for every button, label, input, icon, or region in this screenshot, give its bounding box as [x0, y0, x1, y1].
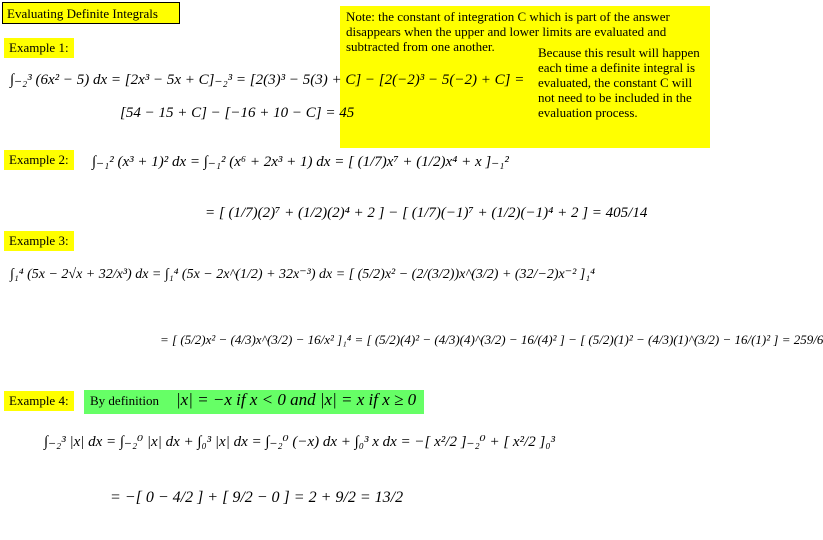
note-text-2: Because this result will happen each time a definite integral is evaluated, the constant C will not need to be included in the evaluation process.: [538, 45, 700, 120]
definition-box: [84, 390, 424, 414]
definition-label: By definition: [90, 393, 159, 408]
page-title: Evaluating Definite Integrals: [2, 2, 180, 24]
example-1-equation-2: [54 − 15 + C] − [−16 + 10 − C] = 45: [120, 105, 355, 121]
example-3-equation-1: ∫₁⁴ (5x − 2√x + 32/x³) dx = ∫₁⁴ (5x − 2x^(1/2) + 32x⁻³) dx = [ (5/2)x² − (2/(3/2))x^(3/2) + (32/−2)x⁻² ]₁⁴: [10, 267, 596, 282]
example-4-label: Example 4:: [4, 391, 74, 411]
example-1-equation-1: ∫₋₂³ (6x² − 5) dx = [2x³ − 5x + C]₋₂³ = [2(3)³ − 5(3) + C] − [2(−2)³ − 5(−2) + C] =: [10, 72, 525, 88]
example-2-equation-2: = [ (1/7)(2)⁷ + (1/2)(2)⁴ + 2 ] − [ (1/7)(−1)⁷ + (1/2)(−1)⁴ + 2 ] = 405/14: [205, 205, 648, 221]
definition-rule: |x| = −x if x < 0 and |x| = x if x ≥ 0: [176, 390, 417, 409]
example-3-label: Example 3:: [4, 231, 74, 251]
example-2-equation-1: ∫₋₁² (x³ + 1)² dx = ∫₋₁² (x⁶ + 2x³ + 1) dx = [ (1/7)x⁷ + (1/2)x⁴ + x ]₋₁²: [92, 154, 509, 170]
example-4-equation-1: ∫₋₂³ |x| dx = ∫₋₂⁰ |x| dx + ∫₀³ |x| dx = ∫₋₂⁰ (−x) dx + ∫₀³ x dx = −[ x²/2 ]₋₂⁰ + [ x²/2 ]₀³: [44, 434, 556, 450]
example-4-equation-2: = −[ 0 − 4/2 ] + [ 9/2 − 0 ] = 2 + 9/2 = 13/2: [110, 489, 404, 506]
example-3-equation-2: = [ (5/2)x² − (4/3)x^(3/2) − 16/x² ]₁⁴ = [ (5/2)(4)² − (4/3)(4)^(3/2) − 16/(4)² ] − [ (5/2)(1)² − (4/3)(1)^(3/2) − 16/(1)² ] = 259/6: [160, 332, 823, 347]
note-text-1: Note: the constant of integration C which is part of the answer disappears when the upper and lower limits are evaluated and subtracted from one another.: [346, 9, 670, 54]
example-1-label: Example 1:: [4, 38, 74, 58]
example-2-label: Example 2:: [4, 150, 74, 170]
